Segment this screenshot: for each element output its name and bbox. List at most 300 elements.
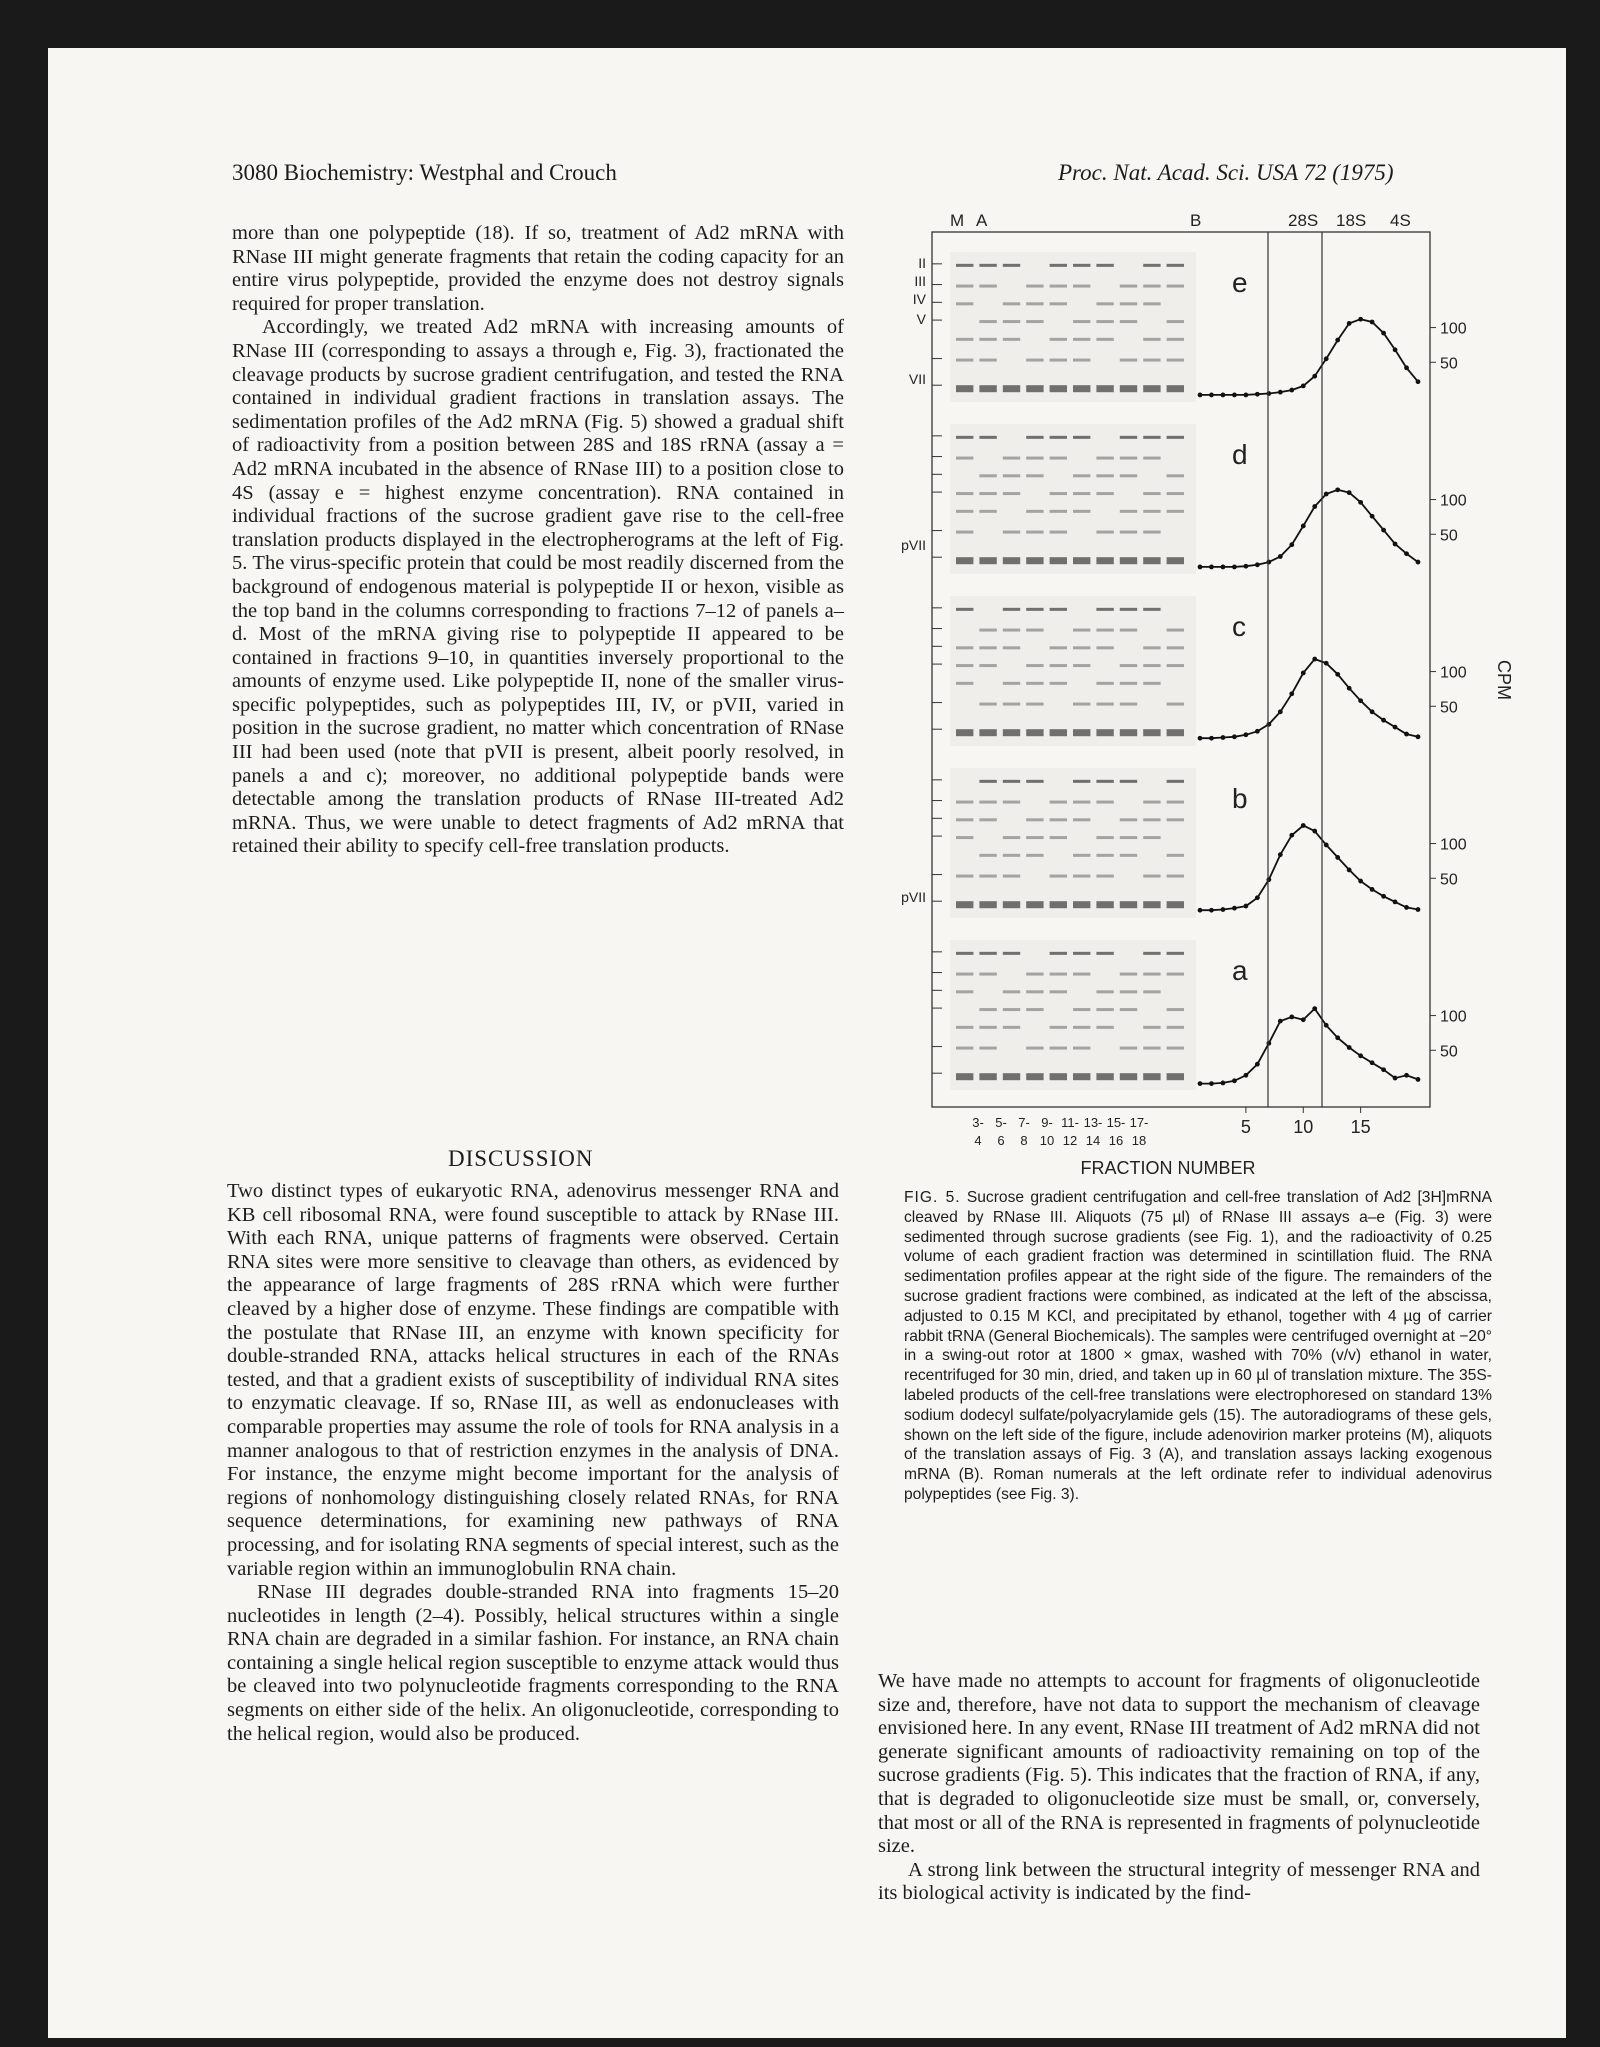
- pool-label-top: 3-: [972, 1115, 984, 1130]
- pool-label-bottom: 4: [974, 1133, 982, 1148]
- top-label: 18S: [1336, 212, 1367, 230]
- data-point: [1381, 1067, 1386, 1072]
- gel-band: [1026, 302, 1043, 305]
- gel-band: [1120, 320, 1137, 323]
- gel-band: [1096, 492, 1113, 495]
- gel-band: [1167, 285, 1184, 288]
- gel-band: [979, 875, 996, 878]
- gel-band: [1143, 510, 1160, 513]
- gel-band: [1167, 629, 1184, 632]
- gel-band: [1026, 1008, 1043, 1011]
- gel-band: [1073, 801, 1090, 804]
- data-point: [1209, 565, 1214, 570]
- gel-band: [956, 875, 973, 878]
- gel-band: [1096, 457, 1113, 460]
- polypeptide-label: pVII: [901, 889, 926, 905]
- gel-band: [979, 629, 996, 632]
- gel-band: [1120, 703, 1137, 706]
- data-point: [1324, 1023, 1329, 1028]
- gel-band: [1120, 1008, 1137, 1011]
- gel-band: [1050, 510, 1067, 513]
- gel-band: [1026, 436, 1043, 439]
- gel-band: [1143, 801, 1160, 804]
- gel-band: [1003, 646, 1020, 649]
- data-point: [1416, 379, 1421, 384]
- gel-band: [1120, 608, 1137, 611]
- gel-band: [1026, 608, 1043, 611]
- data-point: [1370, 320, 1375, 325]
- gel-band: [1050, 818, 1067, 821]
- gel-band: [979, 1073, 996, 1080]
- data-point: [1255, 729, 1260, 734]
- gel-band: [1096, 338, 1113, 341]
- gel-band: [1096, 682, 1113, 685]
- gel-band: [1050, 952, 1067, 955]
- polypeptide-label: pVII: [901, 537, 926, 553]
- gel-band: [1050, 492, 1067, 495]
- data-point: [1370, 887, 1375, 892]
- gel-band: [979, 901, 996, 908]
- gel-band: [1026, 729, 1043, 736]
- gel-band: [1167, 436, 1184, 439]
- gel-band: [1050, 1047, 1067, 1050]
- pool-label-bottom: 6: [997, 1133, 1005, 1148]
- pool-label-top: 7-: [1018, 1115, 1030, 1130]
- data-point: [1209, 908, 1214, 913]
- x-tick-label: 5: [1240, 1117, 1251, 1137]
- data-point: [1347, 490, 1352, 495]
- gel-band: [956, 952, 973, 955]
- gel-band: [979, 729, 996, 736]
- gel-band: [1073, 854, 1090, 857]
- gel-band: [1026, 854, 1043, 857]
- gel-band: [956, 264, 973, 267]
- gel-band: [1167, 264, 1184, 267]
- gel-band: [1120, 901, 1137, 908]
- data-point: [1198, 1081, 1203, 1086]
- gel-band: [1143, 457, 1160, 460]
- top-label: M: [950, 212, 965, 230]
- gel-band: [1143, 359, 1160, 362]
- polypeptide-label: II: [918, 255, 926, 271]
- gel-band: [1167, 875, 1184, 878]
- gel-band: [1003, 703, 1020, 706]
- gel-panel: [950, 252, 1196, 402]
- gel-band: [979, 385, 996, 392]
- caption-label: FIG. 5.: [904, 1189, 961, 1206]
- data-point: [1198, 736, 1203, 741]
- gel-band: [1073, 952, 1090, 955]
- gel-band: [1167, 385, 1184, 392]
- gel-band: [1003, 385, 1020, 392]
- gel-band: [1120, 836, 1137, 839]
- data-point: [1347, 1045, 1352, 1050]
- data-point: [1358, 1053, 1363, 1058]
- gel-band: [1120, 531, 1137, 534]
- y-tick-label: 100: [1440, 320, 1467, 338]
- gel-band: [1096, 1008, 1113, 1011]
- gel-band: [1096, 531, 1113, 534]
- gel-band: [1003, 854, 1020, 857]
- gel-band: [1050, 557, 1067, 564]
- gel-band: [1073, 385, 1090, 392]
- gel-band: [1167, 1073, 1184, 1080]
- gel-band: [1073, 359, 1090, 362]
- data-point: [1266, 722, 1271, 727]
- data-point: [1393, 347, 1398, 352]
- gel-band: [1050, 385, 1067, 392]
- x-tick-label: 15: [1350, 1117, 1371, 1137]
- gel-panel: [950, 940, 1196, 1090]
- gel-band: [1003, 608, 1020, 611]
- data-point: [1381, 894, 1386, 899]
- gel-band: [1026, 510, 1043, 513]
- gel-band: [1143, 531, 1160, 534]
- gel-band: [1120, 1047, 1137, 1050]
- gel-band: [979, 557, 996, 564]
- gel-band: [1167, 664, 1184, 667]
- data-point: [1381, 718, 1386, 723]
- gel-band: [1120, 780, 1137, 783]
- gel-band: [1026, 818, 1043, 821]
- figure-5: [900, 212, 1520, 1187]
- gel-band: [1143, 1026, 1160, 1029]
- profile-line-a: [1200, 1009, 1418, 1084]
- gel-band: [1096, 952, 1113, 955]
- gel-band: [1073, 629, 1090, 632]
- gel-band: [1120, 854, 1137, 857]
- data-point: [1243, 904, 1248, 909]
- gel-band: [1026, 457, 1043, 460]
- gel-band: [979, 492, 996, 495]
- gel-band: [1026, 285, 1043, 288]
- gel-band: [1050, 1073, 1067, 1080]
- gel-band: [1003, 1073, 1020, 1080]
- gel-band: [1096, 557, 1113, 564]
- data-point: [1243, 393, 1248, 398]
- gel-band: [956, 457, 973, 460]
- gel-band: [1096, 302, 1113, 305]
- gel-band: [1026, 1073, 1043, 1080]
- gel-band: [1167, 703, 1184, 706]
- data-point: [1278, 554, 1283, 559]
- top-label: 4S: [1390, 212, 1411, 230]
- gel-band: [1026, 836, 1043, 839]
- gel-band: [1120, 436, 1137, 439]
- gel-band: [1026, 385, 1043, 392]
- gel-band: [1096, 875, 1113, 878]
- gel-band: [1050, 359, 1067, 362]
- gel-band: [1050, 836, 1067, 839]
- data-point: [1221, 1081, 1226, 1086]
- data-point: [1370, 514, 1375, 519]
- gel-band: [1120, 973, 1137, 976]
- gel-band: [1073, 557, 1090, 564]
- gel-band: [1167, 780, 1184, 783]
- data-point: [1221, 907, 1226, 912]
- gel-band: [1003, 320, 1020, 323]
- gel-band: [1026, 780, 1043, 783]
- gel-band: [1026, 901, 1043, 908]
- data-point: [1358, 317, 1363, 322]
- gel-band: [1143, 818, 1160, 821]
- data-point: [1404, 732, 1409, 737]
- gel-band: [1073, 492, 1090, 495]
- gel-band: [1050, 801, 1067, 804]
- data-point: [1232, 565, 1237, 570]
- data-point: [1221, 735, 1226, 740]
- data-point: [1347, 686, 1352, 691]
- gel-band: [1096, 780, 1113, 783]
- top-label: 28S: [1288, 212, 1319, 230]
- gel-band: [956, 1026, 973, 1029]
- polypeptide-label: V: [916, 311, 926, 327]
- top-label: A: [976, 212, 988, 230]
- gel-band: [1143, 682, 1160, 685]
- gel-band: [1096, 703, 1113, 706]
- y-tick-label: 50: [1440, 871, 1458, 889]
- gel-band: [1120, 302, 1137, 305]
- panel-letter: e: [1232, 267, 1248, 298]
- gel-band: [1167, 973, 1184, 976]
- pool-label-top: 13-: [1083, 1115, 1103, 1130]
- data-point: [1324, 843, 1329, 848]
- gel-band: [1120, 990, 1137, 993]
- paragraph: Two distinct types of eukaryotic RNA, adenovirus messenger RNA and KB cell ribosomal RNA, were found susceptible to attack by RNase III. With each RNA, unique patterns of fragments were observed. Certain RNA sites were more sensitive to cleavage than others, as evidenced by the appearance of large fragments of 28S rRNA which were further cleaved by a higher dose of enzyme. These findings are compatible with the postulate that RNase III, an enzyme with known specificity for double-stranded RNA, attacks helical structures in each of the RNAs tested, and that a gradient exists of susceptibility of individual RNA sites to enzymatic cleavage. If so, RNase III, as well as endonucleases with comparable properties may assume the role of tools for RNA analysis in a manner analogous to that of restriction enzymes in the analysis of DNA. For instance, the enzyme might become important for the analysis of regions of nonhomology distinguishing closely related RNAs, for RNA sequence determinations, for examining new pathways of RNA processing, and for isolating RNA segments of special interest, such as the variable region within an immunoglobulin RNA chain.: [227, 1180, 839, 1580]
- gel-band: [979, 510, 996, 513]
- pool-label-bottom: 12: [1062, 1133, 1078, 1148]
- data-point: [1266, 560, 1271, 565]
- data-point: [1381, 528, 1386, 533]
- gel-band: [1096, 608, 1113, 611]
- pool-label-bottom: 14: [1085, 1133, 1101, 1148]
- gel-band: [1050, 457, 1067, 460]
- panel-letter: b: [1232, 783, 1248, 814]
- data-point: [1278, 1019, 1283, 1024]
- gel-band: [1096, 629, 1113, 632]
- data-point: [1198, 565, 1203, 570]
- pool-label-bottom: 16: [1108, 1133, 1124, 1148]
- gel-band: [956, 818, 973, 821]
- gel-band: [1050, 682, 1067, 685]
- gel-band: [1026, 1047, 1043, 1050]
- gel-band: [1073, 703, 1090, 706]
- y-tick-label: 100: [1440, 492, 1467, 510]
- gel-band: [1003, 836, 1020, 839]
- data-point: [1243, 564, 1248, 569]
- data-point: [1404, 551, 1409, 556]
- gel-band: [979, 973, 996, 976]
- left-column-top: [232, 222, 844, 859]
- gel-band: [979, 320, 996, 323]
- gel-band: [1120, 729, 1137, 736]
- data-point: [1370, 1060, 1375, 1065]
- pool-label-top: 9-: [1041, 1115, 1053, 1130]
- gel-band: [979, 854, 996, 857]
- gel-band: [1143, 1073, 1160, 1080]
- gel-band: [1050, 664, 1067, 667]
- section-heading: DISCUSSION: [448, 1146, 594, 1171]
- gel-band: [1073, 646, 1090, 649]
- right-column-bottom: [878, 1670, 1480, 1906]
- gel-band: [956, 359, 973, 362]
- gel-band: [1026, 320, 1043, 323]
- gel-panel: [950, 596, 1196, 746]
- gel-band: [1167, 901, 1184, 908]
- gel-band: [1073, 285, 1090, 288]
- data-point: [1393, 899, 1398, 904]
- gel-band: [1167, 510, 1184, 513]
- gel-band: [1073, 1047, 1090, 1050]
- gel-band: [1120, 664, 1137, 667]
- gel-panel: [950, 424, 1196, 574]
- y-axis-title: CPM: [1494, 660, 1514, 700]
- gel-band: [1003, 780, 1020, 783]
- gel-band: [1003, 264, 1020, 267]
- data-point: [1209, 393, 1214, 398]
- gel-band: [1073, 338, 1090, 341]
- data-point: [1278, 852, 1283, 857]
- gel-band: [1050, 646, 1067, 649]
- gel-band: [1120, 557, 1137, 564]
- gel-band: [1050, 338, 1067, 341]
- gel-band: [979, 264, 996, 267]
- gel-band: [1096, 801, 1113, 804]
- data-point: [1312, 829, 1317, 834]
- gel-band: [979, 285, 996, 288]
- gel-band: [1096, 854, 1113, 857]
- x-axis-title: FRACTION NUMBER: [1080, 1158, 1256, 1178]
- gel-band: [1120, 682, 1137, 685]
- data-point: [1255, 392, 1260, 397]
- gel-band: [1026, 990, 1043, 993]
- gel-band: [956, 664, 973, 667]
- data-point: [1416, 734, 1421, 739]
- gel-band: [1050, 729, 1067, 736]
- gel-band: [956, 901, 973, 908]
- gel-band: [1167, 854, 1184, 857]
- gel-band: [1026, 682, 1043, 685]
- pool-label-top: 15-: [1106, 1115, 1126, 1130]
- data-point: [1289, 691, 1294, 696]
- gel-band: [956, 385, 973, 392]
- gel-band: [1073, 875, 1090, 878]
- polypeptide-label: III: [914, 273, 926, 289]
- gel-band: [1143, 664, 1160, 667]
- gel-band: [1003, 474, 1020, 477]
- pool-label-top: 11-: [1061, 1115, 1079, 1130]
- gel-band: [1073, 320, 1090, 323]
- gel-band: [1026, 973, 1043, 976]
- gel-band: [1050, 285, 1067, 288]
- gel-band: [979, 338, 996, 341]
- gel-band: [1096, 646, 1113, 649]
- gel-band: [1143, 990, 1160, 993]
- data-point: [1243, 732, 1248, 737]
- gel-band: [956, 531, 973, 534]
- gel-band: [1003, 302, 1020, 305]
- data-point: [1393, 542, 1398, 547]
- pool-label-top: 5-: [995, 1115, 1007, 1130]
- gel-band: [1167, 952, 1184, 955]
- data-point: [1209, 736, 1214, 741]
- pool-label-bottom: 18: [1131, 1133, 1147, 1148]
- gel-band: [1143, 608, 1160, 611]
- data-point: [1312, 657, 1317, 662]
- data-point: [1198, 393, 1203, 398]
- gel-band: [1096, 474, 1113, 477]
- gel-band: [1096, 836, 1113, 839]
- data-point: [1221, 393, 1226, 398]
- caption-text: Sucrose gradient centrifugation and cell-free translation of Ad2 [3H]mRNA cleaved by RNase III. Aliquots (75 µl) of RNase III assays a–e (Fig. 3) were sedimented through sucrose gradients (see Fig. 1), and the radioactivity of 0.25 volume of each gradient fraction was determined in scintillation fluid. The RNA sedimentation profiles appear at the right side of the figure. The remainders of the sucrose gradient fractions were combined, as indicated at the left of the abscissa, adjusted to 0.15 M KCl, and precipitated by ethanol, together with 4 µg of carrier rabbit tRNA (General Biochemicals). The samples were centrifuged overnight at −20° in a swing-out rotor at 1800 × gmax, washed with 70% (v/v) ethanol in water, recentrifuged for 30 min, dried, and taken up in 60 µl of translation mixture. The 35S-labeled products of the cell-free translations were electrophoresed on standard 13% sodium dodecyl sulfate/polyacrylamide gels (15). The autoradiograms of these gels, shown on the left side of the figure, include adenovirion marker proteins (M), aliquots of the translation assays of Fig. 3 (A), and translation assays lacking exogenous mRNA (B). Roman numerals at the left ordinate refer to individual adenovirus polypeptides (see Fig. 3).: [904, 1189, 1492, 1503]
- data-point: [1393, 1076, 1398, 1081]
- gel-band: [1120, 457, 1137, 460]
- gel-band: [1050, 875, 1067, 878]
- gel-band: [1143, 973, 1160, 976]
- gel-band: [1003, 629, 1020, 632]
- data-point: [1198, 908, 1203, 913]
- gel-band: [1073, 1026, 1090, 1029]
- data-point: [1209, 1081, 1214, 1086]
- gel-band: [1120, 385, 1137, 392]
- gel-band: [1143, 557, 1160, 564]
- running-header-right: Proc. Nat. Acad. Sci. USA 72 (1975): [1058, 160, 1394, 185]
- running-header-left: 3080 Biochemistry: Westphal and Crouch: [232, 160, 617, 185]
- gel-band: [1167, 320, 1184, 323]
- gel-band: [1073, 973, 1090, 976]
- profile-line-d: [1200, 490, 1418, 567]
- data-point: [1289, 388, 1294, 393]
- gel-band: [956, 682, 973, 685]
- pool-label-bottom: 8: [1020, 1133, 1028, 1148]
- gel-band: [1003, 457, 1020, 460]
- polypeptide-label: VII: [908, 371, 926, 387]
- data-point: [1232, 906, 1237, 911]
- gel-band: [1073, 510, 1090, 513]
- pool-label-top: 17-: [1129, 1115, 1149, 1130]
- data-point: [1358, 698, 1363, 703]
- gel-band: [1003, 338, 1020, 341]
- gel-band: [979, 801, 996, 804]
- gel-band: [956, 608, 973, 611]
- gel-band: [956, 285, 973, 288]
- gel-band: [956, 302, 973, 305]
- gel-band: [979, 359, 996, 362]
- gel-band: [956, 1047, 973, 1050]
- data-point: [1404, 1073, 1409, 1078]
- data-point: [1289, 1015, 1294, 1020]
- gel-band: [956, 557, 973, 564]
- gel-band: [1050, 1026, 1067, 1029]
- gel-band: [1003, 531, 1020, 534]
- gel-band: [979, 780, 996, 783]
- gel-band: [1167, 492, 1184, 495]
- data-point: [1243, 1073, 1248, 1078]
- data-point: [1393, 725, 1398, 730]
- data-point: [1232, 734, 1237, 739]
- gel-band: [1167, 801, 1184, 804]
- panel-letter: a: [1232, 955, 1248, 986]
- data-point: [1324, 356, 1329, 361]
- y-tick-label: 100: [1440, 836, 1467, 854]
- gel-band: [979, 474, 996, 477]
- gel-band: [1167, 338, 1184, 341]
- gel-band: [1003, 1026, 1020, 1029]
- profile-line-e: [1200, 319, 1418, 395]
- panel-letter: c: [1232, 611, 1246, 642]
- gel-band: [956, 990, 973, 993]
- gel-band: [1003, 952, 1020, 955]
